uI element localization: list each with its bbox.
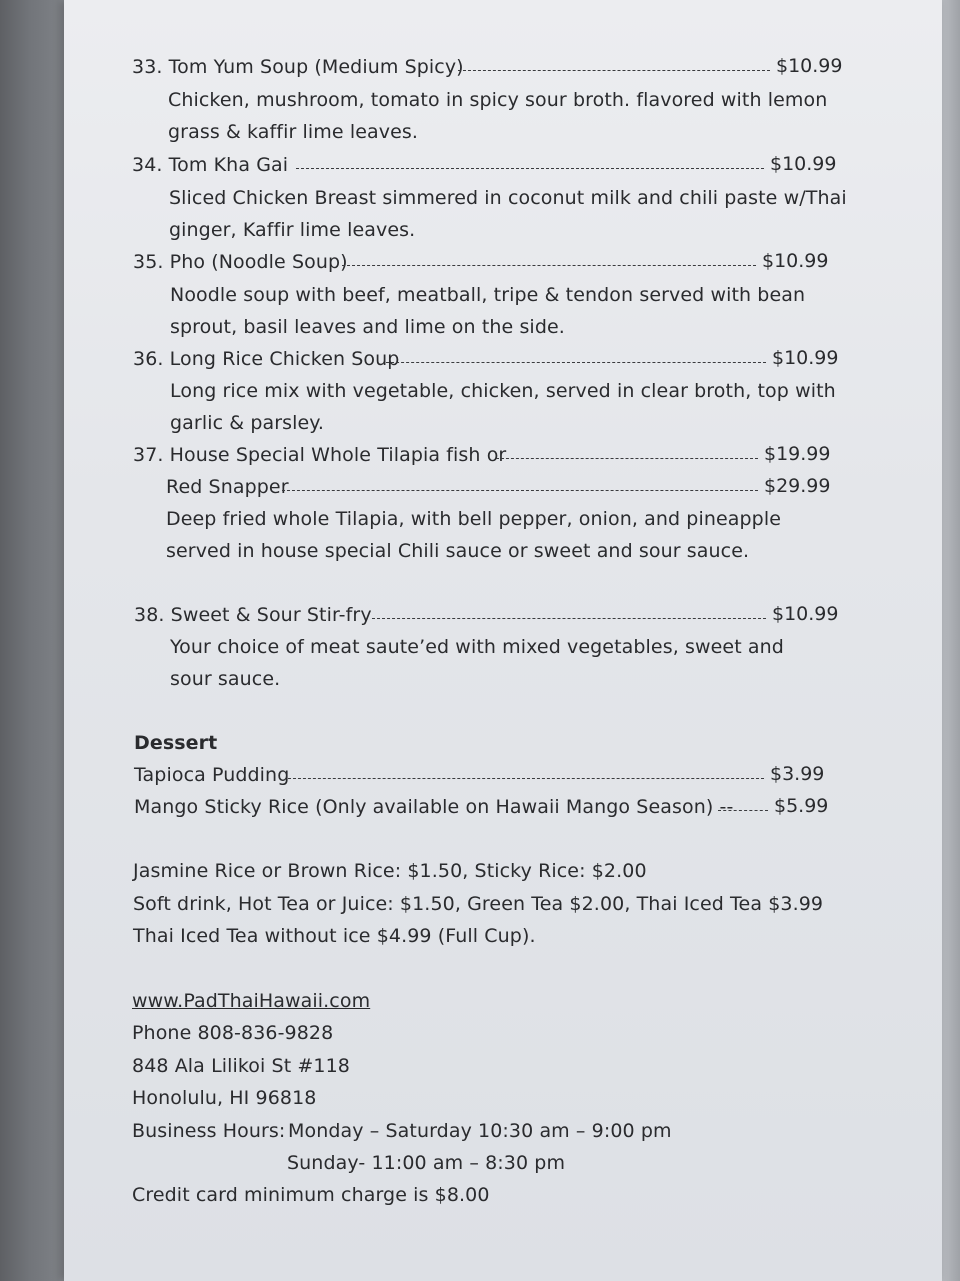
address-line: 848 Ala Lilikoi St #118 — [132, 1055, 350, 1077]
item-number: 35. — [133, 251, 164, 273]
item-price: $10.99 — [772, 347, 839, 369]
leader-dashes — [342, 265, 756, 266]
dessert-heading: Dessert — [134, 732, 218, 754]
hours-weekday: Monday – Saturday 10:30 am – 9:00 pm — [288, 1120, 672, 1142]
item-name: Pho (Noodle Soup) — [169, 251, 348, 273]
item-number: 33. — [132, 56, 163, 78]
item-number: 34. — [132, 154, 163, 176]
extras-line: Jasmine Rice or Brown Rice: $1.50, Sticky Rice: $2.00 — [133, 860, 647, 882]
phone-number: Phone 808-836-9828 — [132, 1022, 334, 1044]
item-description: garlic & parsley. — [170, 412, 325, 434]
item-description: sour sauce. — [170, 668, 281, 690]
leader-dashes — [386, 362, 766, 363]
item-description: sprout, basil leaves and lime on the side. — [170, 316, 565, 338]
item-description: Noodle soup with beef, meatball, tripe & tendon served with bean — [170, 284, 806, 306]
item-price: $19.99 — [764, 443, 831, 465]
item-35-title — [133, 251, 348, 273]
item-37-title — [133, 444, 506, 466]
item-price: $10.99 — [772, 603, 839, 625]
item-description: Long rice mix with vegetable, chicken, served in clear broth, top with — [170, 380, 836, 402]
item-description: Your choice of meat saute’ed with mixed vegetables, sweet and — [170, 636, 784, 658]
dessert-item-price: $5.99 — [774, 795, 829, 817]
extras-line: Soft drink, Hot Tea or Juice: $1.50, Green Tea $2.00, Thai Iced Tea $3.99 — [133, 893, 824, 915]
item-number: 38. — [134, 604, 165, 626]
item-name: Sweet & Sour Stir-fry — [170, 604, 372, 626]
address-line: Honolulu, HI 96818 — [132, 1087, 317, 1109]
hours-sunday: Sunday- 11:00 am – 8:30 pm — [287, 1152, 566, 1174]
website-link[interactable]: www.PadThaiHawaii.com — [132, 990, 371, 1012]
leader-dashes — [296, 168, 764, 169]
item-description: grass & kaffir lime leaves. — [168, 121, 419, 143]
hours-label: Business Hours: — [132, 1120, 286, 1142]
item-description: served in house special Chili sauce or sweet and sour sauce. — [166, 540, 750, 562]
dessert-item-price: $3.99 — [770, 763, 825, 785]
item-36-title — [133, 348, 399, 370]
item-name: House Special Whole Tilapia fish or — [169, 444, 507, 466]
item-name: Tom Kha Gai — [168, 154, 289, 176]
item-34-title — [132, 154, 288, 176]
business-hours — [132, 1120, 285, 1142]
item-38-title — [134, 604, 372, 626]
item-price: $10.99 — [776, 55, 843, 77]
item-sub-price: $29.99 — [764, 475, 831, 497]
leader-dashes — [458, 70, 770, 71]
item-description: Deep fried whole Tilapia, with bell pepper, onion, and pineapple — [166, 508, 782, 530]
credit-card-note: Credit card minimum charge is $8.00 — [132, 1184, 490, 1206]
dessert-item-name: Mango Sticky Rice (Only available on Hawaii Mango Season) -- — [134, 796, 734, 818]
item-sub-name: Red Snapper — [166, 476, 289, 498]
item-name: Tom Yum Soup (Medium Spicy) — [168, 56, 464, 78]
item-name: Long Rice Chicken Soup — [169, 348, 400, 370]
item-description: Chicken, mushroom, tomato in spicy sour broth. flavored with lemon — [168, 89, 828, 111]
leader-dashes — [288, 778, 764, 779]
extras-line: Thai Iced Tea without ice $4.99 (Full Cup). — [133, 925, 536, 947]
leader-dashes — [282, 490, 758, 491]
item-description: Sliced Chicken Breast simmered in coconut milk and chili paste w/Thai — [169, 187, 847, 209]
dessert-item-name: Tapioca Pudding — [134, 764, 290, 786]
item-price: $10.99 — [770, 153, 837, 175]
menu-page — [64, 0, 942, 1281]
item-description: ginger, Kaffir lime leaves. — [169, 219, 416, 241]
leader-dashes — [496, 458, 758, 459]
leader-dashes — [718, 810, 768, 811]
item-price: $10.99 — [762, 250, 829, 272]
item-33-title — [132, 56, 464, 78]
item-number: 36. — [133, 348, 164, 370]
item-number: 37. — [133, 444, 164, 466]
background-edge — [942, 0, 960, 1281]
leader-dashes — [372, 618, 766, 619]
